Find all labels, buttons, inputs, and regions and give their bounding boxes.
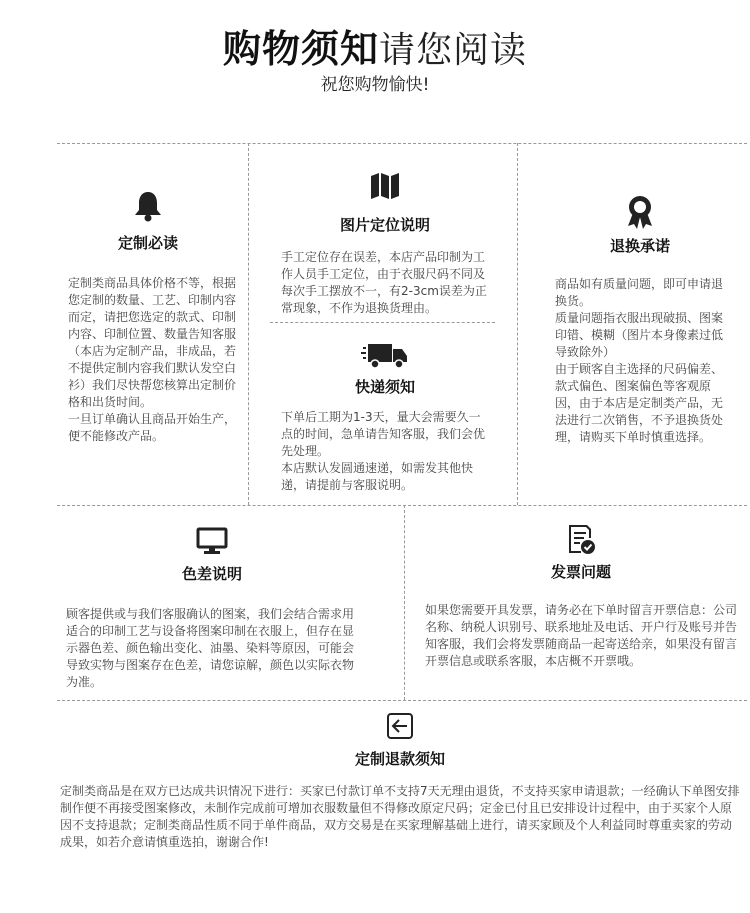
divider-vertical-left [248, 143, 249, 505]
section-title: 发票问题 [550, 563, 611, 581]
return-arrow-icon [386, 712, 414, 740]
truck-icon [361, 342, 409, 370]
section-text: 定制类商品具体价格不等，根据您定制的数量、工艺、印制内容而定，请把您选定的款式、印制内容、印制位置、数量告知客服（本店为定制产品，非成品，若不提供定制内容我们默认发空白衫）我们尽快帮您核算出定制价格和出货时间。 一旦订单确认且商品开始生产，便不能修改产品。 [68, 276, 237, 443]
section-shipping [275, 342, 495, 494]
section-text: 下单后工期为1-3天，量大会需要久一点的时间，急单请告知客服，我们会优先处理。 本店默认发圆通速递，如需发其他快递，请提前与客服说明。 [281, 410, 486, 492]
section-title: 色差说明 [181, 565, 242, 583]
section-image-position [275, 172, 495, 317]
page-title [0, 18, 750, 73]
section-text: 定制类商品是在双方已达成共识情况下进行：买家已付款订单不支持7天无理由退货，不支持买家申请退款；一经确认下单图安排制作便不再接受图案修改，未制作完成前可增加衣服数量但不得修改原定尺码；定金已付且已安排设计过程中，由于买家个人原因不支持退款；定制类商品性质不同于单件商品，双方交易是在买家理解基础上进行，请买家顾及个人利益同时尊重卖家的劳动成果，如若介意请慎重选拍，谢谢合作! [60, 784, 740, 849]
section-title: 图片定位说明 [339, 216, 430, 234]
section-title: 快递须知 [354, 378, 415, 396]
award-ribbon-icon [625, 195, 655, 229]
section-invoice [425, 523, 737, 670]
section-return-promise [545, 195, 735, 446]
bell-icon [133, 190, 163, 222]
monitor-icon [196, 527, 228, 555]
divider-top [57, 143, 747, 144]
divider-row3 [57, 700, 747, 701]
section-refund [60, 712, 740, 851]
divider-middle-inner [270, 322, 495, 323]
page-title-light: 请您阅读 [379, 30, 528, 71]
section-text: 手工定位存在误差，本店产品印制为工作人员手工定位，由于衣服尺码不同及每次手工摆放不一，有2-3cm误差为正常现象，不作为退换货理由。 [281, 250, 487, 315]
section-title: 退换承诺 [609, 237, 670, 255]
map-icon [370, 172, 400, 200]
section-text: 如果您需要开具发票，请务必在下单时留言开票信息：公司名称、纳税人识别号、联系地址及电话、开户行及账号并告知客服，我们会将发票随商品一起寄送给亲，如果没有留言开票信息或联系客服，本店概不开票哦。 [425, 603, 738, 668]
page-title-bold: 购物须知 [222, 27, 379, 71]
section-color-diff [62, 527, 362, 691]
page-subtitle: 祝您购物愉快! [320, 75, 430, 95]
divider-vertical-center [404, 505, 405, 700]
invoice-icon [566, 523, 596, 555]
section-title: 定制必读 [117, 234, 178, 252]
section-title: 定制退款须知 [354, 750, 445, 768]
divider-vertical-right [517, 143, 518, 505]
section-custom-notice [58, 190, 238, 445]
section-text: 商品如有质量问题，即可申请退换货。 质量问题指衣服出现破损、图案印错、模糊（图片本身像素过低导致除外） 由于顾客自主选择的尺码偏差、款式偏色、图案偏色等客观原因，由于本店是定制类产品，无法进行二次销售，不予退换货处理，请购买下单时慎重选择。 [555, 277, 724, 444]
section-text: 顾客提供或与我们客服确认的图案，我们会结合需求用适合的印制工艺与设备将图案印制在衣服上，但存在显示器色差、颜色输出变化、油墨、染料等原因，可能会导致实物与图案存在色差，请您谅解，颜色以实际衣物为准。 [66, 607, 355, 689]
divider-row2 [57, 505, 747, 506]
